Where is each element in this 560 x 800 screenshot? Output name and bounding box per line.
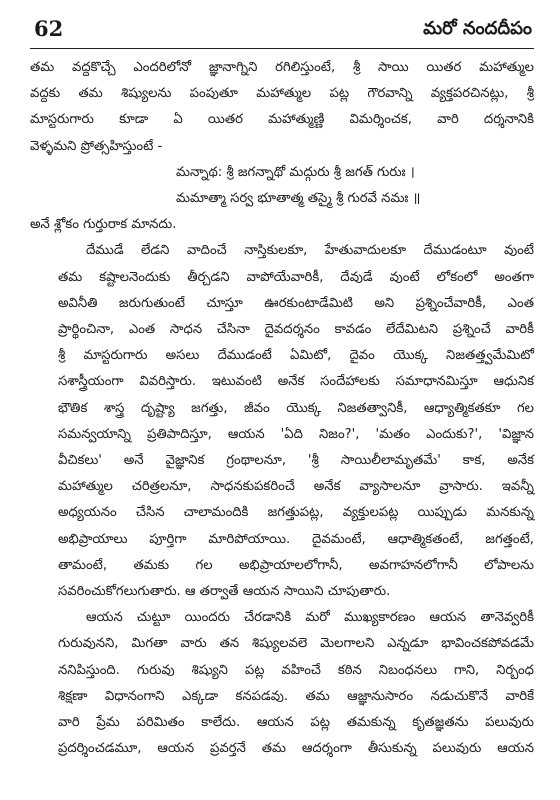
text-line: అవినీతి జరుగుతుంటే చూస్తూ ఊరకుంటాడేమిటి అని ప్రశ్నించేవారికీ, ఎంత (58, 295, 534, 311)
running-title: మరో నందదీపం (423, 18, 532, 39)
text-line: మాస్టరుగారు కూడా ఏ యితర మహాత్ముణ్ణి విమర్శించక, వారి దర్శనానికి (30, 112, 534, 128)
paragraph-4 (30, 605, 534, 762)
text-line: వారి ప్రేమ పరిమితం కాలేదు. ఆయన పట్ల తమకున్న కృతజ్ఞతను పలువురు (58, 715, 534, 731)
text-line: సమన్వయాన్ని ప్రతిపాదిస్తూ, ఆయన 'ఏది నిజం?', 'మతం ఎందుకు?', 'విజ్ఞాన (58, 426, 534, 442)
text-line: అధ్యయనం చేసిన చాలామందికి జగత్తుపట్ల, వ్యక్తులపట్ల యిప్పుడు మనకున్న (58, 505, 534, 521)
verse-line: మన్నాథ: శ్రీ జగన్నాథో మద్గురు శ్రీ జగత్ గురుః । (176, 164, 415, 180)
verse-line: మమాత్మా సర్వ భూతాత్మ తస్మై శ్రీ గురవే నమః ॥ (176, 191, 421, 207)
paragraph-1 (30, 55, 534, 160)
text-line: ప్రదర్శించడమూ, ఆయన ప్రవర్తనే తమ ఆదర్శంగా తీసుకున్న పలువురు ఆయన (58, 741, 534, 757)
body-text (30, 55, 534, 762)
text-line: ప్రార్థించినా, ఎంత సాధన చేసినా దైవదర్శనం కావడం లేదేమిటని ప్రశ్నించే వారికీ (58, 322, 534, 338)
text-line: శిక్షణా విధానంగాని ఎక్కడా కనపడవు. తమ ఆజ్ఞానుసారం నడుచుకొనే వారికే (58, 688, 534, 704)
text-line: దేముడే లేడని వాదించే నాస్తికులకూ, హేతువాదులకూ దేముడంటూ వుంటే (86, 243, 534, 259)
text-line: తామంటే, తమకు గల అభిప్రాయాలలోగానీ, అవగాహనలోగానీ లోపాలను (58, 557, 534, 573)
page-header (30, 14, 534, 49)
text-line: తమ వద్దకొచ్చే ఎందరిలోనో జ్ఞానాగ్నిని రగిలిస్తుంటే, శ్రీ సాయి యితర మహాత్ముల (30, 60, 534, 75)
paragraph-2 (30, 212, 534, 238)
paragraph-3 (30, 238, 534, 605)
text-line: గురువునని, మిగతా వారు తన శిష్యులవలె మెలగాలని ఎన్నడూ భావించకపోవడమే (58, 636, 534, 652)
text-line: శ్రీ మాస్టరుగారు అసలు దేముడంటే ఏమిటో, దైవం యొక్క నిజతత్త్వమేమిటో (58, 348, 534, 364)
text-line: అభిప్రాయాలు పూర్తిగా మారిపోయాయి. దైవమంటే, ఆధాత్మికతంటే, జగత్తంటే, (58, 531, 534, 547)
sanskrit-verse (30, 160, 534, 212)
text-line: అనే శ్లోకం గుర్తురాక మానదు. (30, 217, 177, 233)
text-line: ననిపిస్తుంది. గురువు శిష్యుని పట్ల వహించే కఠిన నిబంధనలు గాని, నిర్బంధ (58, 662, 534, 678)
text-line: భౌతిక శాస్త్ర దృష్ట్యా జగత్తు, జీవం యొక్క నిజతత్వానికీ, ఆధ్యాత్మికతకూ గల (58, 400, 534, 416)
text-line: సశాస్త్రీయంగా వివరిస్తారు. ఇటువంటి అనేక సందేహాలకు సమాధానమిస్తూ ఆధునిక (58, 374, 534, 390)
text-line: వీచికలు' అనే వైజ్ఞానిక గ్రంథాలనూ, 'శ్రీ సాయిలీలామృతమే' కాక, అనేక (58, 453, 534, 469)
page-number: 62 (34, 16, 64, 41)
text-line: సవరించుకోగలుగుతారు. ఆ తర్వాతే ఆయన సాయిని చూపుతారు. (58, 584, 391, 600)
text-line: వద్దకు తమ శిష్యులను పంపుతూ మహాత్ముల పట్ల గౌరవాన్ని వ్యక్తపరచినట్లు, శ్రీ (30, 86, 534, 102)
text-line: ఆయన చుట్టూ యిందరు చేరడానికి మరో ముఖ్యకారణం ఆయన తానెవ్వరికీ (86, 610, 534, 626)
text-line: వెళ్ళమని ప్రోత్సహిస్తుంటే - (30, 138, 163, 154)
text-line: మహాత్ముల చరిత్రలనూ, సాధనకుపకరించే అనేక వ్యాసాలనూ వ్రాసారు. ఇవన్నీ (58, 479, 534, 495)
text-line: తమ కష్టాలనెందుకు తీర్చడని వాపోయేవారికీ, దేవుడే వుంటే లోకంలో అంతగా (58, 269, 534, 285)
